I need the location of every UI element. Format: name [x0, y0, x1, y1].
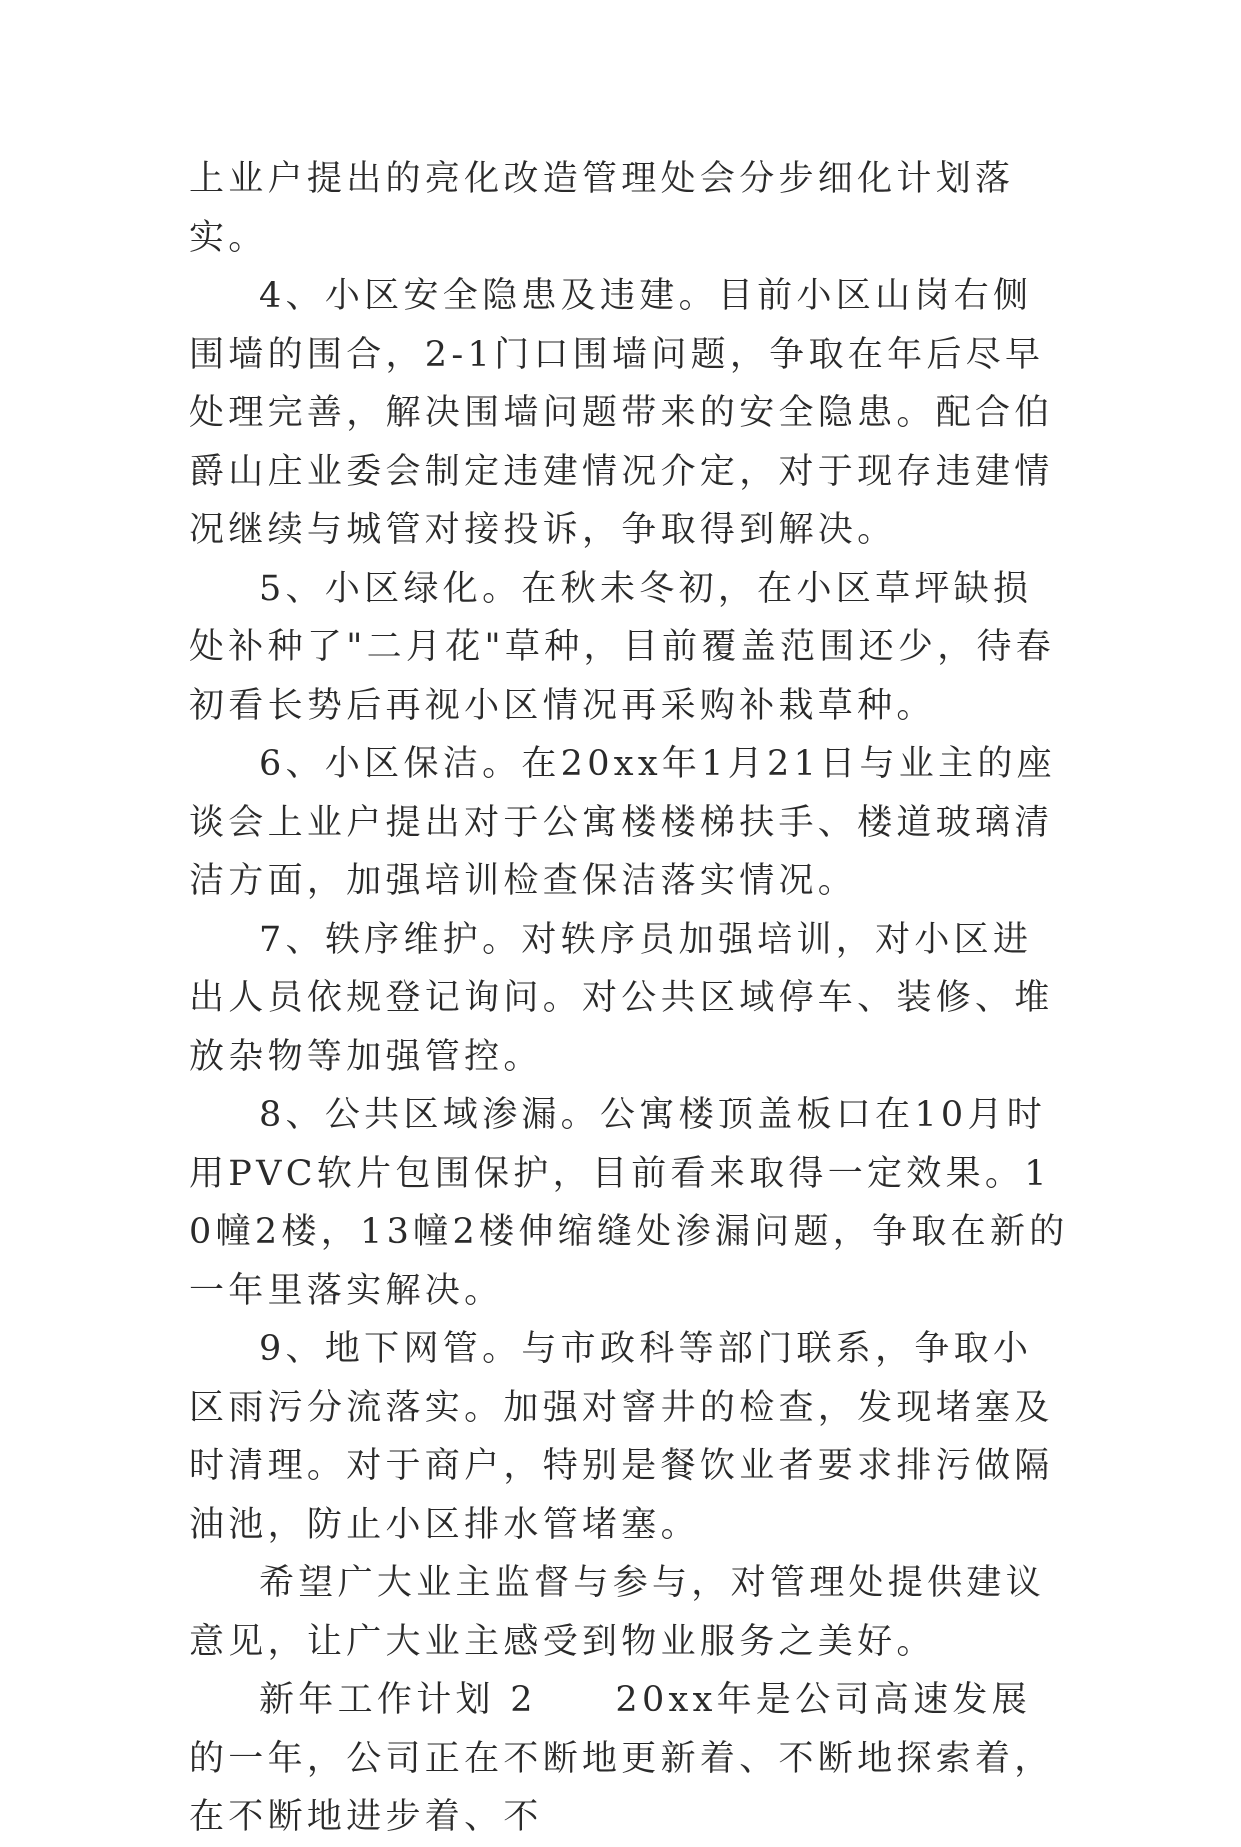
paragraph-new-year-plan-2: 新年工作计划 2 20xx年是公司高速发展的一年，公司正在不断地更新着、不断地探索着，在不断地进步着、不	[189, 1680, 1054, 1837]
document-body	[189, 150, 1069, 1847]
paragraph-closing-hope: 希望广大业主监督与参与，对管理处提供建议意见，让广大业主感受到物业服务之美好。	[189, 1563, 1046, 1662]
paragraph-underground-pipes: 9、地下网管。与市政科等部门联系，争取小区雨污分流落实。加强对窨井的检查，发现堵塞及时清理。对于商户，特别是餐饮业者要求排污做隔油池，防止小区排水管堵塞。	[189, 1329, 1054, 1545]
paragraph-cleaning: 6、小区保洁。在20xx年1月21日与业主的座谈会上业户提出对于公寓楼楼梯扶手、楼道玻璃清洁方面，加强培训检查保洁落实情况。	[189, 744, 1056, 901]
paragraph-order-maintenance: 7、轶序维护。对轶序员加强培训，对小区进出人员依规登记询问。对公共区域停车、装修、堆放杂物等加强管控。	[189, 919, 1054, 1077]
paragraph-safety-hazards: 4、小区安全隐患及违建。目前小区山岗右侧围墙的围合，2-1门口围墙问题，争取在年后尽早处理完善，解决围墙问题带来的安全隐患。配合伯爵山庄业委会制定违建情况介定，对于现存违建情况继续与城管对接投诉，争取得到解决。	[189, 276, 1054, 550]
paragraph-leakage: 8、公共区域渗漏。公寓楼顶盖板口在10月时用PVC软片包围保护，目前看来取得一定效果。10幢2楼，13幢2楼伸缩缝处渗漏问题，争取在新的一年里落实解决。	[189, 1095, 1069, 1311]
paragraph-greening: 5、小区绿化。在秋未冬初，在小区草坪缺损处补种了"二月花"草种，目前覆盖范围还少，待春初看长势后再视小区情况再采购补栽草种。	[189, 568, 1056, 726]
paragraph-lighting-continuation: 上业户提出的亮化改造管理处会分步细化计划落实。	[189, 159, 1015, 258]
